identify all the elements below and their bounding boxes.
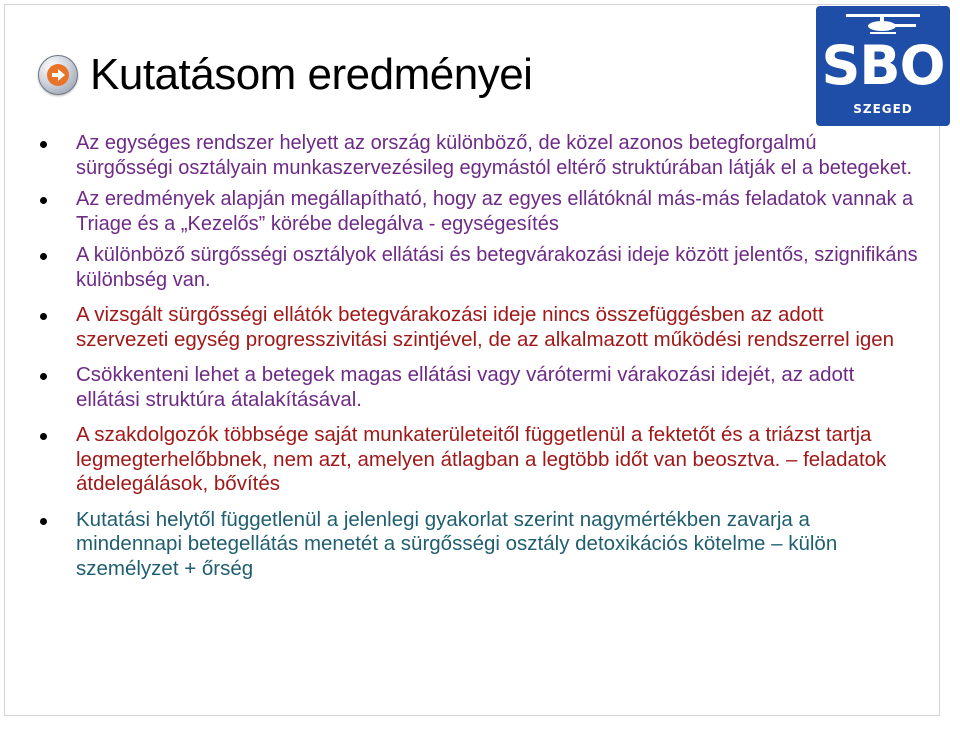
bullet-dot-icon [40, 518, 47, 525]
bullet-text: A szakdolgozók többsége saját munkaterületeitől függetlenül a fektetőt és a triázst tartja legmegterhelőbbnek, nem azt, amelyen átlagban a legtöbb időt van beosztva. – feladatok átdelegálások, bővítés [76, 423, 887, 495]
bullet-dot-icon [40, 313, 47, 320]
bullet-item [38, 187, 918, 236]
bullet-text: A vizsgált sürgősségi ellátók betegvárakozási ideje nincs összefüggésben az adott szervezeti egység progresszivitási szintjével, de az alkalmazott működési rendszerrel igen [76, 303, 895, 351]
bullet-dot-icon [40, 373, 47, 380]
bullet-item [38, 508, 918, 582]
bullet-dot-icon [40, 253, 47, 260]
bullet-dot-icon [40, 433, 47, 440]
bullet-text: Kutatási helytől függetlenül a jelenlegi gyakorlat szerint nagymértékben zavarja a mindennapi betegellátás menetét a sürgősségi osztály detoxikációs kötelme – külön személyzet + őrség [76, 507, 838, 580]
bullet-item [38, 423, 918, 497]
sbo-logo [816, 6, 950, 126]
bullet-dot-icon [40, 141, 47, 148]
bullet-item [38, 131, 918, 180]
page-title: Kutatásom eredményei [90, 50, 533, 99]
bullet-dot-icon [40, 197, 47, 204]
bullet-list [38, 131, 918, 581]
logo-sub-text: SZEGED [853, 102, 913, 116]
helicopter-icon [816, 6, 950, 36]
bullet-item [38, 363, 918, 412]
logo-main-text: SBO [821, 34, 945, 97]
bullet-text: Csökkenteni lehet a betegek magas ellátási vagy várótermi várakozási idejét, az adott ellátási struktúra átalakításával. [76, 363, 855, 411]
bullet-item [38, 303, 918, 352]
bullet-text: Az eredmények alapján megállapítható, hogy az egyes ellátóknál más-más feladatok vannak a Triage és a „Kezelős” körébe delegálva - egységesítés [76, 188, 914, 235]
bullet-text: A különböző sürgősségi osztályok ellátási és betegvárakozási ideje között jelentős, szignifikáns különbség van. [76, 244, 918, 291]
arrow-right-icon [38, 55, 78, 95]
title-row [38, 50, 532, 100]
bullet-item [38, 243, 918, 292]
bullet-text: Az egységes rendszer helyett az ország különböző, de közel azonos betegforgalmú sürgősségi osztályain munkaszervezésileg egymástól eltérő struktúrában látják el a betegeket. [76, 132, 912, 179]
